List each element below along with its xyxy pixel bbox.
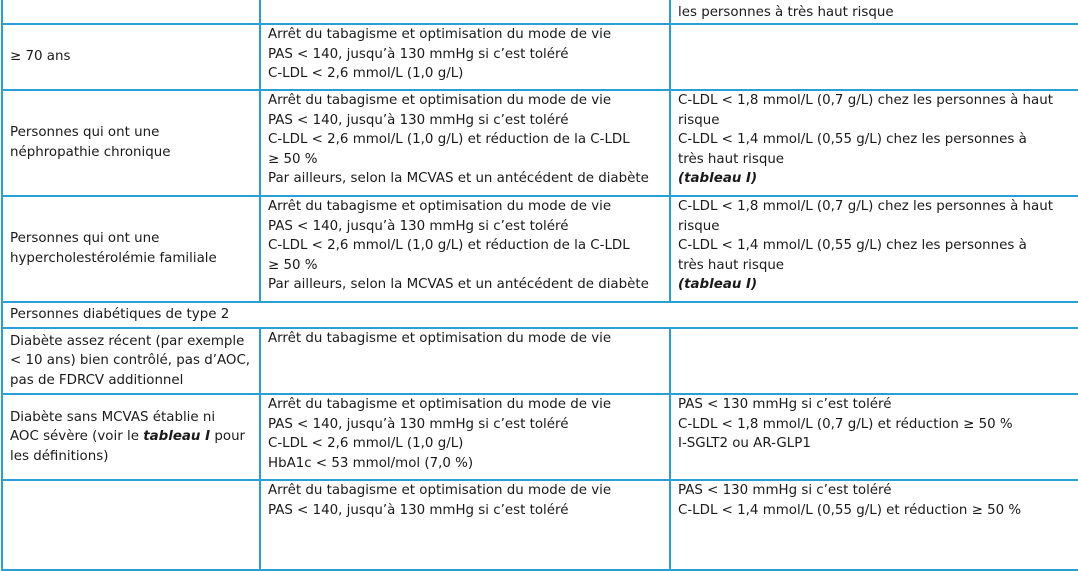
cell-text: AOC sévère (voir le (10, 429, 144, 445)
base-targets-cell (260, 328, 670, 394)
cell-line: PAS < 140, jusqu’à 130 mmHg si c’est toléré (268, 218, 569, 234)
cell-line: HbA1c < 53 mmol/mol (7,0 %) (268, 455, 474, 471)
additional-targets-cell (670, 328, 1078, 394)
additional-targets-cell (670, 0, 1078, 24)
population-cell (2, 480, 260, 570)
cell-line: Arrêt du tabagisme et optimisation du mode de vie (268, 331, 612, 346)
cell-line: risque (678, 218, 720, 234)
cell-line: I-SGLT2 ou AR-GLP1 (678, 436, 811, 452)
additional-targets-cell (670, 480, 1078, 570)
population-cell (2, 0, 260, 24)
table-row (2, 90, 1078, 196)
cell-line: C-LDL < 2,6 mmol/L (1,0 g/L) (268, 66, 464, 82)
base-targets-cell (260, 480, 670, 570)
base-targets-cell (260, 0, 670, 24)
cell-line: ≥ 70 ans (10, 49, 71, 65)
cell-line: C-LDL < 2,6 mmol/L (1,0 g/L) et réduction de la C-LDL (268, 238, 630, 254)
cell-line: les définitions) (10, 448, 109, 464)
cell-line: C-LDL < 1,8 mmol/L (0,7 g/L) chez les personnes à haut (678, 199, 1053, 214)
section-row (2, 302, 1078, 328)
cell-line: risque (678, 112, 720, 128)
table-reference-link[interactable]: tableau I (143, 429, 211, 445)
population-cell (2, 328, 260, 394)
additional-targets-cell (670, 90, 1078, 196)
additional-targets-cell (670, 394, 1078, 480)
cell-line: Arrêt du tabagisme et optimisation du mode de vie (268, 93, 612, 108)
cell-line: Arrêt du tabagisme et optimisation du mode de vie (268, 199, 612, 214)
population-cell (2, 24, 260, 90)
cell-line: Par ailleurs, selon la MCVAS et un antécédent de diabète (268, 171, 649, 187)
table-row (2, 24, 1078, 90)
cell-line (268, 0, 665, 3)
cell-line: C-LDL < 1,4 mmol/L (0,55 g/L) chez les personnes à (678, 132, 1027, 148)
table-row (2, 0, 1078, 24)
cell-line: Arrêt du tabagisme et optimisation du mode de vie (268, 483, 612, 498)
cell-line: pas de FDRCV additionnel (10, 372, 184, 388)
guidelines-table (1, 0, 1078, 571)
cell-line: très haut risque (678, 151, 785, 167)
base-targets-cell (260, 196, 670, 302)
cell-line: < 10 ans) bien contrôlé, pas d’AOC, (10, 353, 251, 369)
cell-line: PAS < 140, jusqu’à 130 mmHg si c’est toléré (268, 112, 569, 128)
base-targets-cell (260, 90, 670, 196)
cell-line: C-LDL < 2,6 mmol/L (1,0 g/L) et réduction de la C-LDL (268, 132, 630, 148)
section-title: Personnes diabétiques de type 2 (10, 307, 230, 323)
cell-line: PAS < 130 mmHg si c’est toléré (678, 483, 892, 498)
cell-line: Diabète assez récent (par exemple (10, 333, 245, 349)
base-targets-cell (260, 24, 670, 90)
cell-line: très haut risque (678, 257, 785, 273)
section-header-cell (2, 302, 1078, 328)
cell-line: PAS < 140, jusqu’à 130 mmHg si c’est toléré (268, 416, 569, 432)
cell-line: Personnes qui ont une (10, 231, 160, 247)
cell-line: les personnes à très haut risque (678, 4, 894, 20)
table-row (2, 328, 1078, 394)
table-row (2, 196, 1078, 302)
population-cell (2, 394, 260, 480)
cell-line: Personnes qui ont une (10, 125, 160, 141)
cell-line: C-LDL < 1,8 mmol/L (0,7 g/L) chez les personnes à haut (678, 93, 1053, 108)
cell-line: C-LDL < 1,8 mmol/L (0,7 g/L) et réduction ≥ 50 % (678, 416, 1013, 432)
cell-line: C-LDL < 2,6 mmol/L (1,0 g/L) (268, 436, 464, 452)
table-reference-link[interactable]: (tableau I) (678, 277, 758, 293)
cell-line: PAS < 140, jusqu’à 130 mmHg si c’est toléré (268, 46, 569, 62)
cell-line: PAS < 140, jusqu’à 130 mmHg si c’est toléré (268, 502, 569, 518)
cell-line: ≥ 50 % (268, 257, 318, 273)
cell-line: Diabète sans MCVAS établie ni (10, 409, 216, 425)
base-targets-cell (260, 394, 670, 480)
table-reference-link[interactable]: (tableau I) (678, 171, 758, 187)
cell-line: Arrêt du tabagisme et optimisation du mode de vie (268, 27, 612, 42)
population-cell (2, 90, 260, 196)
cell-line: néphropathie chronique (10, 145, 171, 160)
table-row (2, 394, 1078, 480)
additional-targets-cell (670, 24, 1078, 90)
table-row (2, 480, 1078, 570)
cell-line (10, 427, 255, 447)
cell-line: PAS < 130 mmHg si c’est toléré (678, 397, 892, 412)
cell-text: pour (210, 429, 246, 445)
cell-line: ≥ 50 % (268, 151, 318, 167)
cell-line: Arrêt du tabagisme et optimisation du mode de vie (268, 397, 612, 412)
cell-line: C-LDL < 1,4 mmol/L (0,55 g/L) chez les personnes à (678, 238, 1027, 254)
additional-targets-cell (670, 196, 1078, 302)
cell-line: Par ailleurs, selon la MCVAS et un antécédent de diabète (268, 277, 649, 293)
cell-line: C-LDL < 1,4 mmol/L (0,55 g/L) et réduction ≥ 50 % (678, 502, 1022, 518)
cell-line: hypercholestérolémie familiale (10, 251, 217, 266)
population-cell (2, 196, 260, 302)
